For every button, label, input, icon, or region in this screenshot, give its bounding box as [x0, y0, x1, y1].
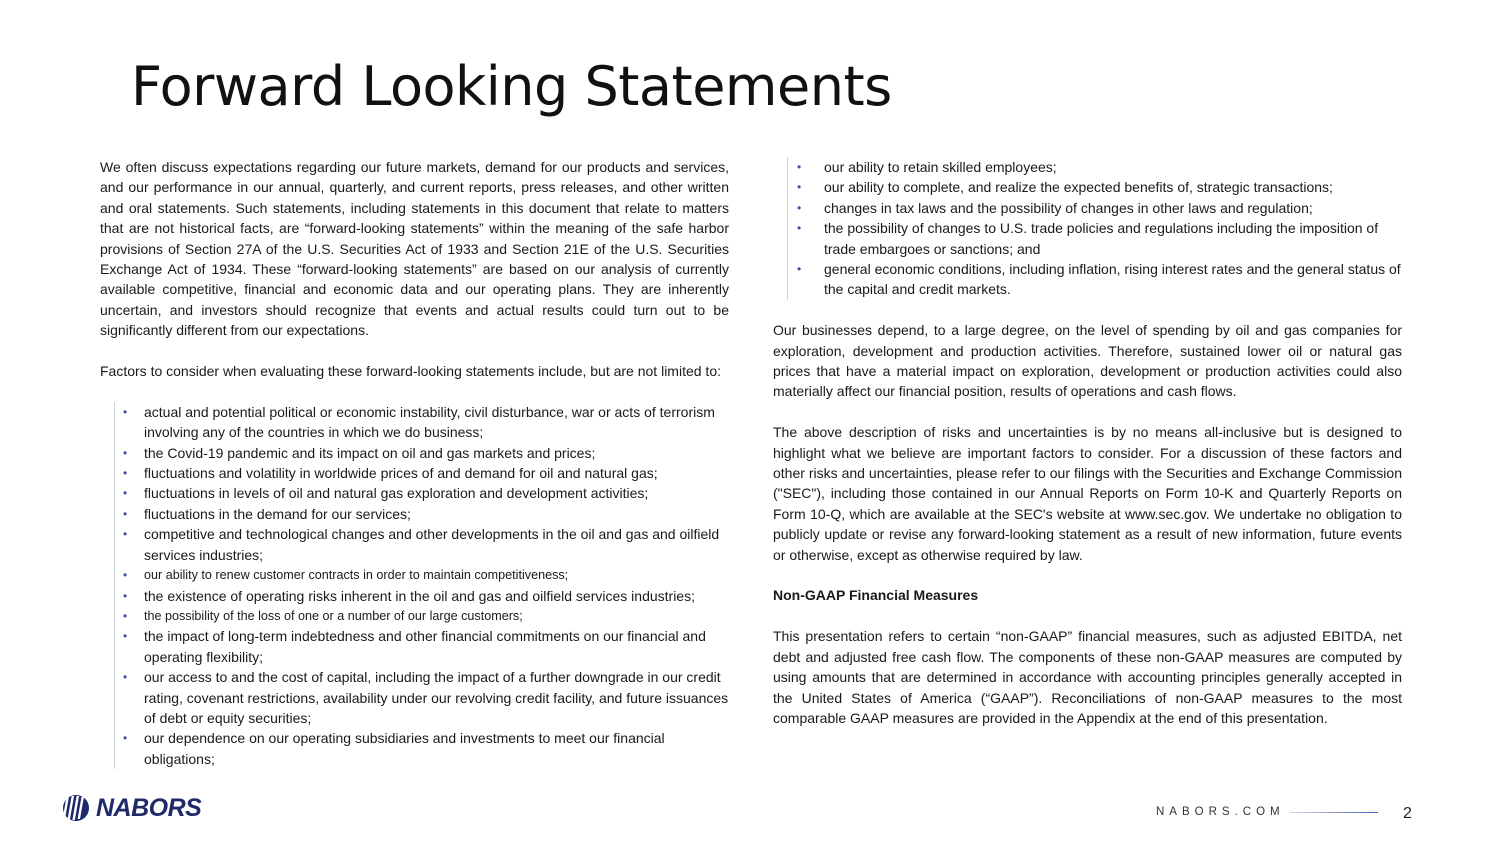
list-item: • the possibility of changes to U.S. trade policies and regulations including the imposition of trade embargoes or sanctions; and — [788, 218, 1402, 259]
list-item: • changes in tax laws and the possibility of changes in other laws and regulation; — [788, 198, 1402, 218]
risks-paragraph: The above description of risks and uncertainties is by no means all-inclusive but is designed to highlight what we believe are important factors to consider. For a discussion of these factors and other risks and uncertainties, please refer to our filings with the Securities and Exchange Commission ("SEC"), including those contained in our Annual Reports on Form 10-K and Quarterly Reports on Form 10-Q, which are available at the SEC's website at www.sec.gov. We undertake no obligation to publicly update or revise any forward-looking statement as a result of new information, future events or otherwise, except as otherwise required by law. — [773, 424, 1402, 563]
logo-text: NABORS — [96, 793, 202, 822]
page-number: 2 — [1403, 805, 1412, 822]
nabors-logo — [62, 793, 201, 823]
list-item: • fluctuations and volatility in worldwide prices of and demand for oil and natural gas; — [115, 463, 729, 483]
list-item: • our ability to complete, and realize the expected benefits of, strategic transactions; — [788, 177, 1402, 197]
factors-intro: Factors to consider when evaluating these forward-looking statements include, but are not limited to: — [100, 363, 721, 380]
list-item: • general economic conditions, including inflation, rising interest rates and the general status of the capital and credit markets. — [788, 259, 1402, 300]
list-item: • our ability to renew customer contracts in order to maintain competitiveness; — [115, 565, 729, 585]
list-item: • our dependence on our operating subsidiaries and investments to meet our financial obligations; — [115, 728, 729, 769]
intro-paragraph: We often discuss expectations regarding our future markets, demand for our products and services, and our performance in our annual, quarterly, and current reports, press releases, and other written and oral statements. Such statements, including statements in this document that relate to matters that are not historical facts, are “forward-looking statements” within the meaning of the safe harbor provisions of Section 27A of the U.S. Securities Act of 1933 and Section 21E of the U.S. Securities Exchange Act of 1934. These “forward-looking statements” are based on our analysis of currently available competitive, financial and economic data and our operating plans. They are inherently uncertain, and investors should recognize that events and actual results could turn out to be significantly different from our expectations. — [100, 159, 729, 339]
page-title: Forward Looking Statements — [131, 55, 892, 118]
footer-divider — [1290, 812, 1378, 813]
list-item: • our access to and the cost of capital, including the impact of a further downgrade in our credit rating, covenant restrictions, availability under our revolving credit facility, and future issuances of debt or equity securities; — [115, 667, 729, 728]
footer-website: NABORS.COM — [1156, 806, 1285, 818]
globe-icon — [62, 794, 90, 822]
non-gaap-heading: Non-GAAP Financial Measures — [773, 587, 979, 604]
list-item: • fluctuations in the demand for our services; — [115, 504, 729, 524]
risk-factor-list-continued — [787, 157, 1402, 300]
list-item: • actual and potential political or economic instability, civil disturbance, war or acts of terrorism involving any of the countries in which we do business; — [115, 402, 729, 443]
risk-factor-list — [114, 402, 729, 769]
list-item: • fluctuations in levels of oil and natural gas exploration and development activities; — [115, 483, 729, 503]
left-column — [100, 157, 729, 769]
non-gaap-paragraph: This presentation refers to certain “non-GAAP” financial measures, such as adjusted EBITDA, net debt and adjusted free cash flow. The components of these non-GAAP measures are computed by using amounts that are determined in accordance with accounting principles generally accepted in the United States of America (“GAAP”). Reconciliations of non-GAAP measures to the most comparable GAAP measures are provided in the Appendix at the end of this presentation. — [773, 628, 1402, 726]
list-item: • the Covid-19 pandemic and its impact on oil and gas markets and prices; — [115, 443, 729, 463]
list-item: • the impact of long-term indebtedness and other financial commitments on our financial and operating flexibility; — [115, 626, 729, 667]
list-item: • our ability to retain skilled employees; — [788, 157, 1402, 177]
list-item: • the possibility of the loss of one or a number of our large customers; — [115, 606, 729, 626]
spending-paragraph: Our businesses depend, to a large degree, on the level of spending by oil and gas companies for exploration, development and production activities. Therefore, sustained lower oil or natural gas prices that have a material impact on exploration, development or production activities could also materially affect our financial position, results of operations and cash flows. — [773, 322, 1402, 400]
list-item: • the existence of operating risks inherent in the oil and gas and oilfield services industries; — [115, 586, 729, 606]
right-column — [773, 157, 1402, 728]
list-item: • competitive and technological changes and other developments in the oil and gas and oilfield services industries; — [115, 524, 729, 565]
